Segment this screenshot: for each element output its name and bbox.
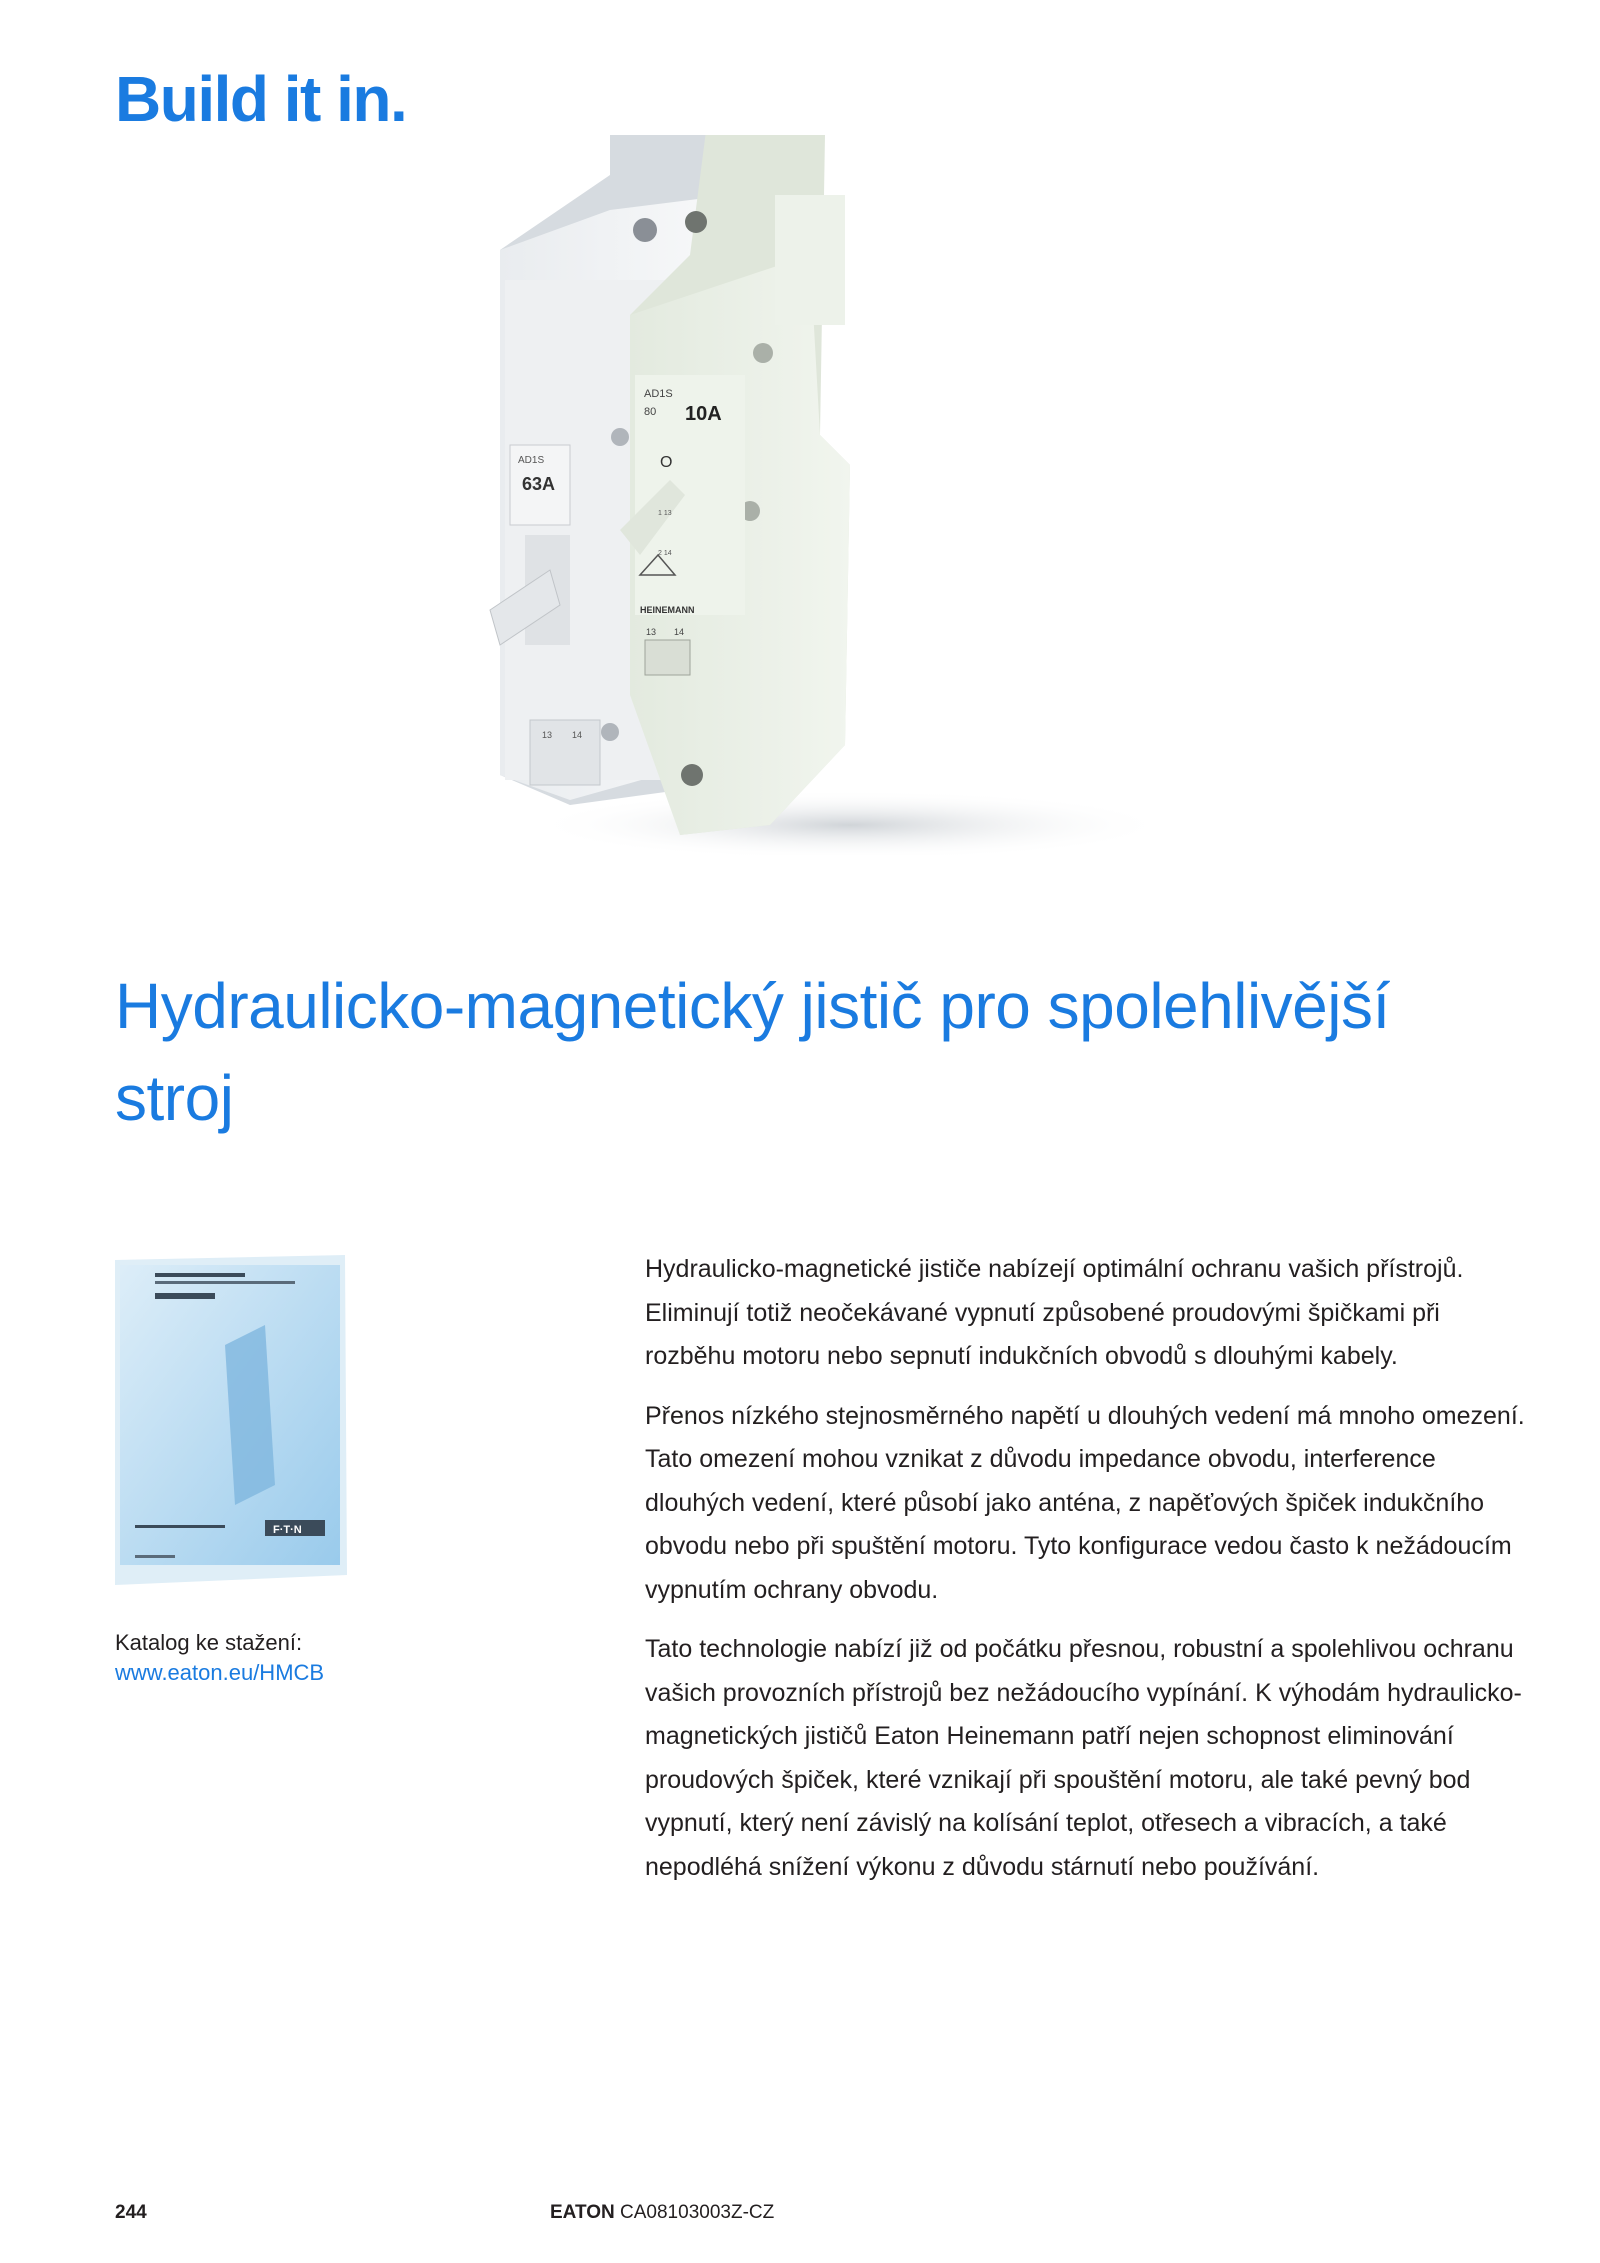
left-terminal-1: 13 — [542, 730, 553, 740]
paragraph-3: Tato technologie nabízí již od počátku přesnou, robustní a spolehlivou ochranu vašich provozních přístrojů bez nežádoucího vypínání. K výhodám hydraulicko-magnetických jističů Eaton Heinemann patří nejen schopnost eliminování proudových špiček, které vznikají při spouštění motoru, ale také pevný bod vypnutí, který není závislý na kolísání teplot, otřesech a vibracích, a také nepodléhá snížení výkonu z důvodu stárnutí nebo používání. — [645, 1635, 1522, 1881]
body-text — [645, 1248, 1525, 1905]
left-model-label: AD1S — [518, 455, 545, 466]
footer-brand — [550, 2202, 774, 2224]
right-rating-label: 10A — [685, 403, 722, 425]
tagline: Build it in. — [115, 63, 407, 135]
right-voltage-label: 80 — [644, 406, 657, 418]
catalog-caption — [115, 1628, 324, 1688]
right-model-label: AD1S — [644, 388, 673, 400]
catalog-caption-label: Katalog ke stažení: — [115, 1630, 303, 1655]
left-terminal-2: 14 — [572, 730, 583, 740]
contacts-top-label: 1 13 — [658, 510, 672, 517]
catalog-cover-image[interactable] — [115, 1255, 355, 1585]
catalog-download-link[interactable]: www.eaton.eu/HMCB — [115, 1660, 325, 1685]
paragraph-2: Přenos nízkého stejnosměrného napětí u dlouhých vedení má mnoho omezení. Tato omezení mohou vznikat z důvodu impedance obvodu, interference dlouhých vedení, které působí jako anténa, z napěťových špiček indukčního obvodu nebo při spuštění motoru. Tyto konfigurace vedou často k nežádoucím vypnutím ochrany obvodu. — [645, 1401, 1525, 1604]
circuit-breaker-photo — [430, 135, 1210, 855]
right-brand-label: HEINEMANN — [640, 605, 695, 615]
left-rating-label: 63A — [522, 474, 556, 494]
footer-doc-code: CA08103003Z-CZ — [620, 2202, 775, 2223]
right-terminal-1: 13 — [646, 627, 657, 637]
paragraph-1: Hydraulicko-magnetické jističe nabízejí optimální ochranu vašich přístrojů. Eliminují totiž neočekávané vypnutí způsobené proudovými špičkami při rozběhu motoru nebo sepnutí indukčních obvodů s dlouhými kabely. — [645, 1255, 1464, 1370]
eaton-logo-icon: F·T·N — [273, 1524, 302, 1536]
right-terminal-2: 14 — [674, 627, 685, 637]
page-number: 244 — [115, 2202, 147, 2223]
headline: Hydraulicko-magnetický jistič pro spolehlivější stroj — [115, 970, 1390, 1134]
contacts-bottom-label: 2 14 — [658, 550, 672, 557]
footer-brand-name: EATON — [550, 2202, 615, 2223]
on-off-symbol: O — [660, 454, 673, 471]
